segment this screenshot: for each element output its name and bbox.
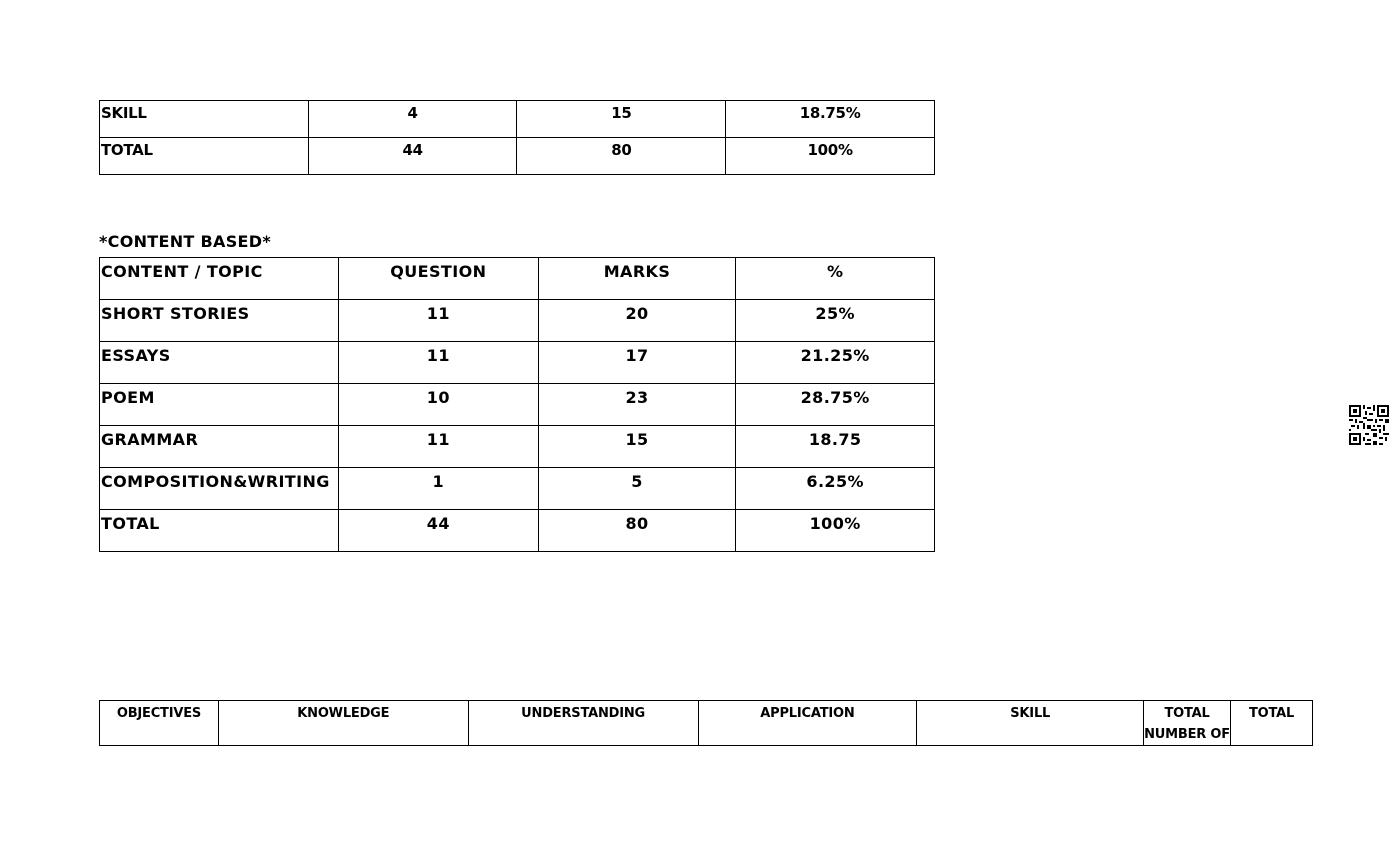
table-cell: 20	[538, 300, 736, 342]
table-cell: 25%	[736, 300, 935, 342]
table-cell: 11	[338, 426, 538, 468]
section-heading: *CONTENT BASED*	[99, 232, 271, 251]
table-row	[100, 426, 935, 468]
table-row	[100, 342, 935, 384]
column-header: TOTAL NUMBER OF	[1144, 701, 1231, 746]
column-header: UNDERSTANDING	[468, 701, 698, 746]
table-cell: 5	[538, 468, 736, 510]
table-cell: 23	[538, 384, 736, 426]
table-cell: 17	[538, 342, 736, 384]
column-header: KNOWLEDGE	[218, 701, 468, 746]
table-cell: 80	[517, 138, 726, 175]
table-cell: 15	[517, 101, 726, 138]
column-header: TOTAL	[1231, 701, 1313, 746]
table-row	[100, 384, 935, 426]
table-cell: 4	[308, 101, 517, 138]
table-row	[100, 468, 935, 510]
column-header: QUESTION	[338, 258, 538, 300]
table-row	[100, 138, 935, 175]
table-cell: TOTAL	[100, 510, 339, 552]
table-cell: 80	[538, 510, 736, 552]
table-cell: 21.25%	[736, 342, 935, 384]
table-header-row	[100, 258, 935, 300]
table-cell: 15	[538, 426, 736, 468]
table-header-row	[100, 701, 1313, 746]
table-cell: 28.75%	[736, 384, 935, 426]
table-cell: 11	[338, 300, 538, 342]
table-cell: POEM	[100, 384, 339, 426]
column-header: %	[736, 258, 935, 300]
column-header: CONTENT / TOPIC	[100, 258, 339, 300]
table-cell: 100%	[736, 510, 935, 552]
table-cell: SKILL	[100, 101, 309, 138]
column-header: OBJECTIVES	[100, 701, 219, 746]
column-header: SKILL	[917, 701, 1144, 746]
table-cell: 44	[308, 138, 517, 175]
table-cell: 100%	[726, 138, 935, 175]
table-cell: GRAMMAR	[100, 426, 339, 468]
table-cell: ESSAYS	[100, 342, 339, 384]
table-cell: 11	[338, 342, 538, 384]
table-cell: 44	[338, 510, 538, 552]
table-cell: SHORT STORIES	[100, 300, 339, 342]
table-cell: COMPOSITION&WRITING	[100, 468, 339, 510]
table-row	[100, 510, 935, 552]
objectives-table	[99, 700, 1313, 746]
skill-summary-table	[99, 100, 935, 175]
table-cell: 18.75	[736, 426, 935, 468]
column-header: APPLICATION	[698, 701, 917, 746]
qr-code-icon	[1349, 405, 1389, 445]
table-cell: 18.75%	[726, 101, 935, 138]
table-cell: 6.25%	[736, 468, 935, 510]
table-cell: 10	[338, 384, 538, 426]
table-row	[100, 101, 935, 138]
content-based-table	[99, 257, 935, 552]
column-header: MARKS	[538, 258, 736, 300]
table-row	[100, 300, 935, 342]
table-cell: TOTAL	[100, 138, 309, 175]
table-cell: 1	[338, 468, 538, 510]
